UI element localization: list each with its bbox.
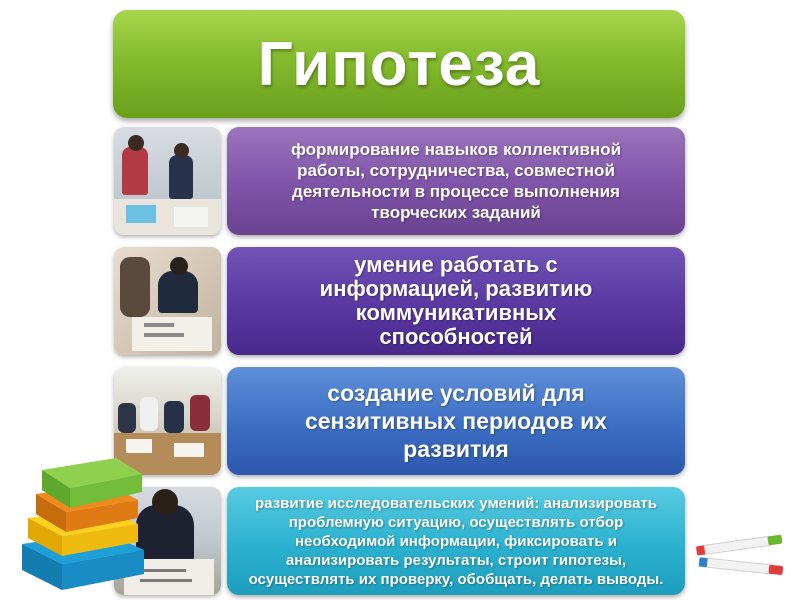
hypothesis-item-3-text: создание условий для сензитивных периодов их развития [304, 380, 608, 462]
hypothesis-item-2 [227, 247, 685, 355]
hypothesis-item-1 [227, 127, 685, 235]
classroom-photo-1 [114, 127, 221, 235]
stack-of-books-icon [12, 452, 152, 592]
hypothesis-item-4-text: развитие исследовательских умений: анализировать проблемную ситуацию, осуществлять отбор необходимой информации, фиксировать и анализировать результаты, строит гипотезы, осуществлять их проверку, обобщать, делать выводы. [248, 494, 664, 588]
title-banner [113, 10, 685, 118]
markers-icon [692, 522, 797, 592]
classroom-photo-2 [114, 247, 221, 355]
hypothesis-item-2-text: умение работать с информацией, развитию коммуникативных способностей [319, 252, 593, 349]
hypothesis-item-1-text: формирование навыков коллективной работы, сотрудничества, совместной деятельности в процессе выполнения творческих заданий [291, 140, 622, 222]
hypothesis-item-3 [227, 367, 685, 475]
slide-title: Гипотеза [257, 29, 541, 99]
hypothesis-item-4 [227, 487, 685, 595]
